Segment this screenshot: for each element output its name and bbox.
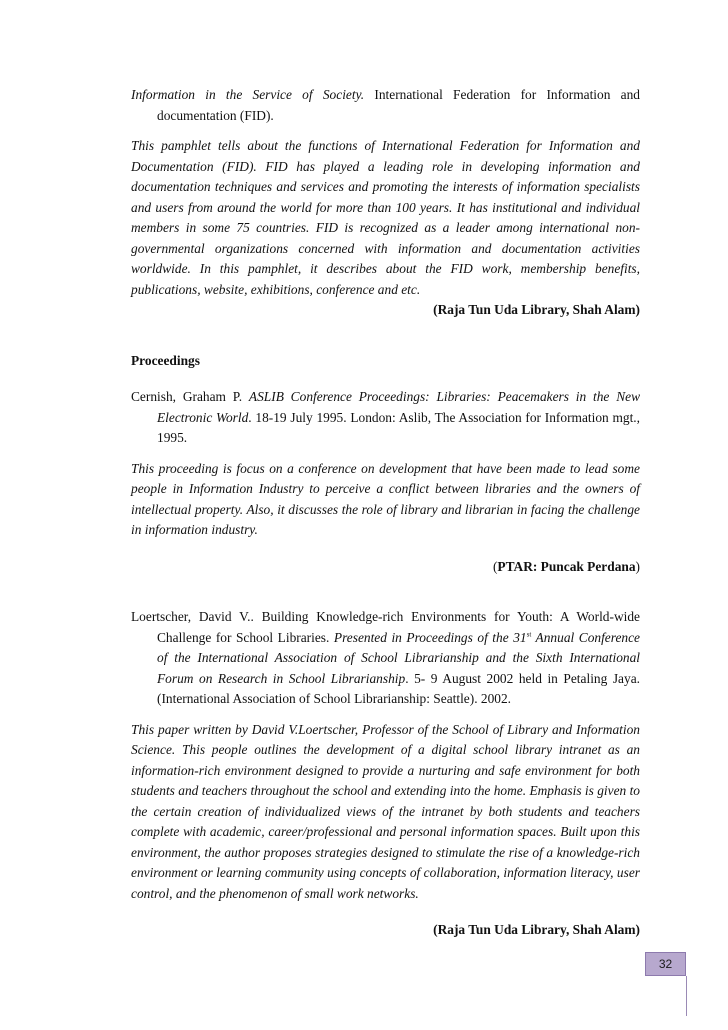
reference-details: International Federation for Information and documentation (FID). (157, 87, 640, 123)
reference-title: Information in the Service of Society. (131, 87, 365, 102)
reference-title: ASLIB Conference Proceedings: Libraries: Peacemakers in the New Electronic World (157, 389, 640, 425)
source-location-name: PTAR: Puncak Perdana (497, 558, 636, 574)
page-number-badge: 32 (645, 952, 686, 976)
ordinal-suffix: st (526, 630, 532, 639)
section-heading: Proceedings (131, 352, 200, 368)
reference-presentation: Presented in Proceedings of the 31 (333, 629, 527, 645)
reference-author-title: Loertscher, David V.. Building Knowledge-rich Environments for Youth: A World-wide Challenge for School Libraries. (131, 609, 640, 645)
abstract-text: This proceeding is focus on a conference on development that have been made to lead some people in Information Industry to perceive a conflict between libraries and the owners of intellectual property. Also, it discusses the role of library and librarian in facing the challenge in information industry. (131, 460, 640, 537)
reference-entry (131, 387, 640, 449)
page-edge-rule (686, 976, 687, 1016)
page-content (131, 85, 640, 941)
reference-entry (131, 85, 640, 126)
reference-details: . 18-19 July 1995. London: Aslib, The Association for Information mgt., 1995. (157, 409, 640, 445)
source-location: (Raja Tun Uda Library, Shah Alam) (433, 302, 640, 317)
abstract-text: This pamphlet tells about the functions of International Federation for Information and Documentation (FID). FID has played a leading role in developing information and documentation techniques and services and promoting the interests of information specialists and users from around the world for more than 100 years. It has institutional and individual members in some 75 countries. FID is recognized as a leader among international non-governmental organizations concerned with information and documentation activities worldwide. In this pamphlet, it describes about the FID work, membership benefits, publications, website, exhibitions, conference and etc. (131, 138, 640, 297)
abstract-text: This paper written by David V.Loertscher, Professor of the School of Library and Information Science. This people outlines the development of a digital school library intranet as an information-rich environment designed to provide a nurturing and safe environment for both students and teachers throughout the school and extending into the home. Emphasis is given to the certain creation of individualized views of the intranet by both students and teachers complete with academic, career/professional and personal information spaces. Built upon this environment, the author proposes strategies designed to stimulate the rise of a knowledge-rich environment or learning community using concepts of collaboration, information literacy, user control, and the phenomenon of small work networks. (131, 721, 640, 901)
reference-presentation-cont: Annual Conference of the International Association of School Librarianship and the Sixth International Forum on Research in School Librarianship (157, 629, 640, 686)
source-location: (Raja Tun Uda Library, Shah Alam) (433, 922, 640, 937)
source-location: (PTAR: Puncak Perdana) (492, 558, 640, 574)
reference-entry (131, 607, 640, 710)
reference-author: Cernish, Graham P. (131, 389, 249, 404)
reference-details: . 5- 9 August 2002 held in Petaling Jaya. (International Association of School Librarianship: Seattle). 2002. (157, 670, 640, 706)
